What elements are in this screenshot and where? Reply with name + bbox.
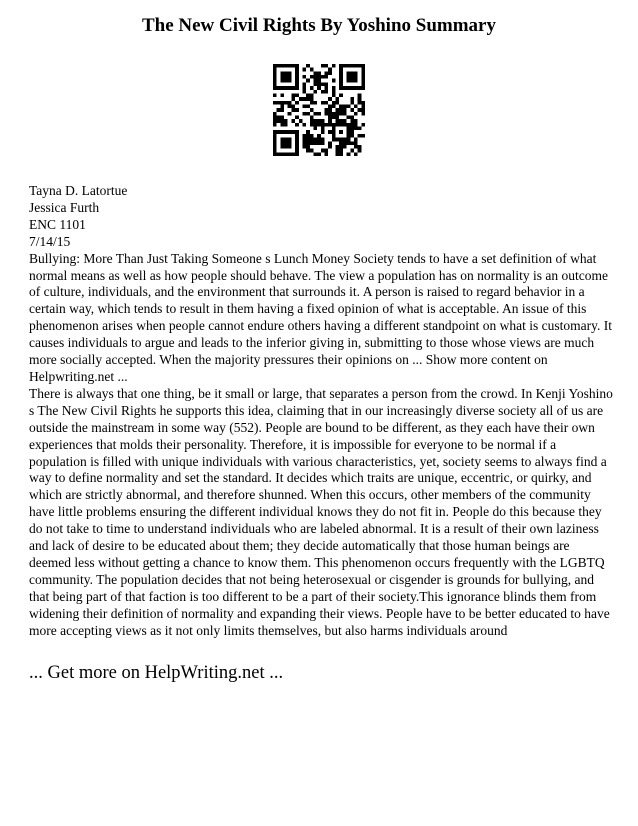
body-paragraph-1: Bullying: More Than Just Taking Someone s Lunch Money Society tends to have a set definition of what normal means as well as how people should behave. The view a population has on normality is an outcome of culture, individuals, and the environment that surrounds it. A person is raised to regard behavior in a certain way, which tends to result in them having a fixed opinion of what is acceptable. An issue of this phenomenon arises when people cannot endure others having a different standpoint on what is customary. It causes individuals to argue and leads to the inferior giving in, submitting to those whose views are much more socially accepted. When the majority pressures their opinions on ... Show more content on Helpwriting.net ... — [29, 250, 612, 384]
document-body — [29, 183, 613, 639]
document-title: The New Civil Rights By Yoshino Summary — [141, 15, 496, 36]
course-code: ENC 1101 — [29, 216, 86, 232]
helpwriting-link[interactable]: ... Get more on HelpWriting.net ... — [29, 663, 284, 683]
document-date: 7/14/15 — [29, 233, 71, 249]
instructor-name: Jessica Furth — [29, 199, 100, 215]
body-paragraph-2: There is always that one thing, be it small or large, that separates a person from the crowd. In Kenji Yoshino s The New Civil Rights he supports this idea, claiming that in our increasingly diverse society all of us are outside the mainstream in some way (552). People are bound to be different, as they each have their own experiences that molds their personality. Therefore, it is impossible for everyone to be normal if a population is filled with unique individuals with various characteristics, yet, society seems to always find a way to define normality and set the standard. It decides which traits are unique, eccentric, or quirky, and which are strictly abnormal, and therefore shunned. When this occurs, other members of the community have little problems ensuring the different individual knows they do not fit in. People do this because they do not take to time to understand individuals who are labeled abnormal. It is a result of their own laziness and lack of desire to be educated about them; they decide automatically that those human beings are deemed less without getting a chance to know them. This phenomenon occurs frequently with the LGBTQ community. The population decides that not being heterosexual or cisgender is grounds for bullying, and that being part of that faction is too different to be a part of their society.This ignorance blinds them from widening their definition of normality and expanding their views. People have to be better educated to have more accepting views as it not only limits themselves, but also harms individuals around — [29, 385, 613, 638]
author-name: Tayna D. Latortue — [29, 183, 128, 198]
qr-code-icon — [273, 64, 365, 156]
